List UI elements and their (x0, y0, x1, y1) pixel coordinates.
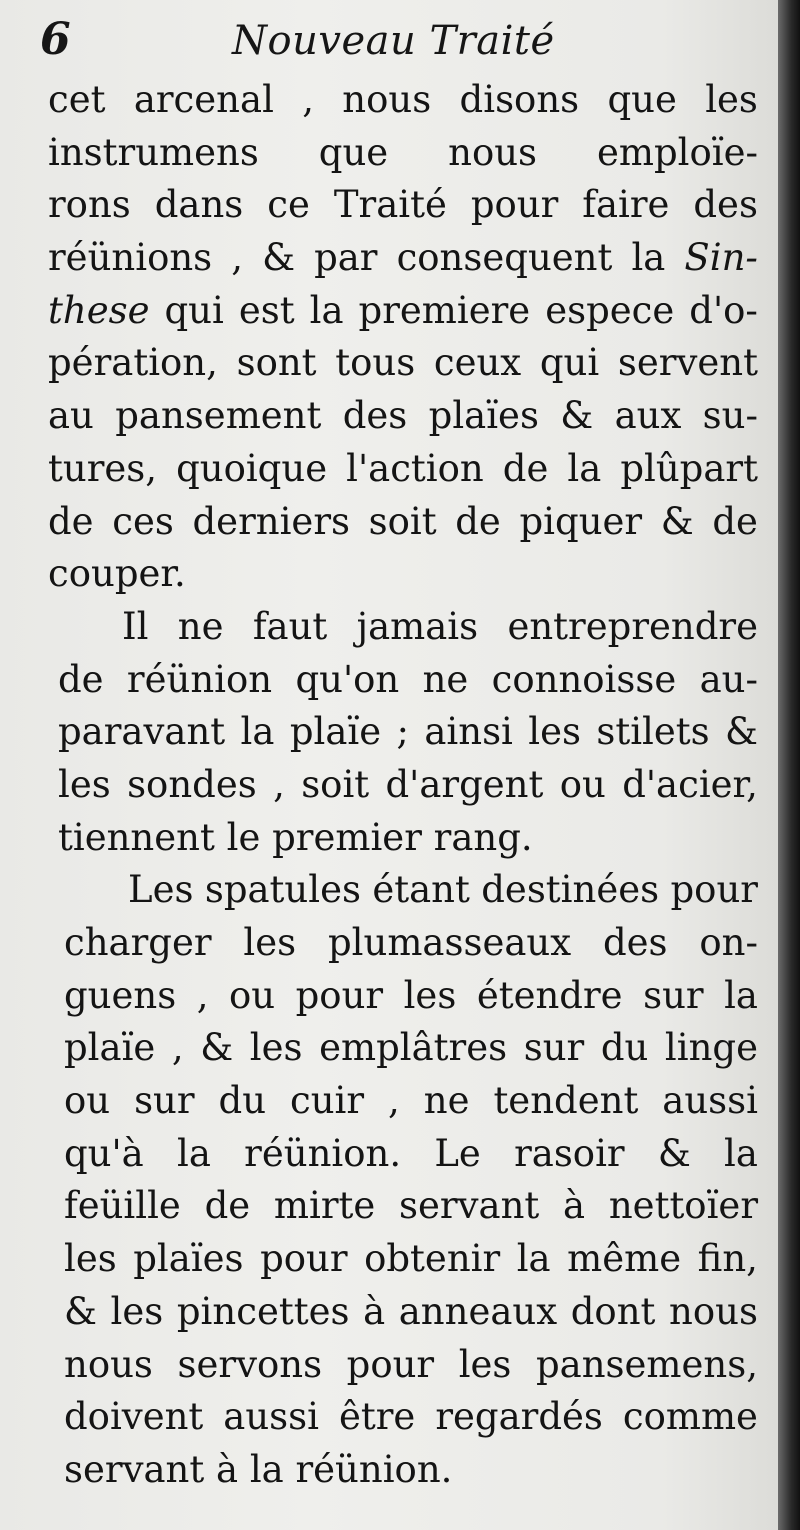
text-line: paravant la plaïe ; ainsi les stilets & (58, 710, 758, 754)
text-line: nous servons pour les pansemens, (64, 1342, 758, 1386)
page-number: 6 (40, 14, 71, 65)
text-line: instrumens que nous emploïe- (48, 130, 758, 174)
text-line: couper. (48, 552, 186, 596)
text-line: charger les plumasseaux des on- (64, 921, 758, 964)
text-line: au pansement des plaïes & aux su- (48, 394, 758, 438)
text-line: réünions , & par consequent la Sin- (48, 236, 758, 280)
paragraph-3 (64, 864, 758, 1496)
text-line: tiennent le premier rang. (58, 815, 533, 859)
body-text (48, 74, 758, 1497)
text-line: pération, sont tous ceux qui servent (48, 341, 758, 385)
text-line: servant à la réünion. (64, 1447, 453, 1491)
book-spine-shadow (778, 0, 800, 1530)
text-line: les sondes , soit d'argent ou d'acier, (58, 762, 758, 806)
text-line: cet arcenal , nous disons que les (48, 78, 758, 121)
running-title: Nouveau Traité (232, 18, 555, 64)
text-line: de ces derniers soit de piquer & de (48, 499, 758, 543)
text-line: guens , ou pour les étendre sur la (64, 973, 758, 1017)
text-line: les plaïes pour obtenir la même fin, (64, 1237, 758, 1281)
text-line: feüille de mirte servant à nettoïer (64, 1184, 758, 1228)
text-line: rons dans ce Traité pour faire des (48, 183, 758, 227)
text-line: Les spatules étant destinées pour (128, 868, 758, 912)
text-line: doivent aussi être regardés comme (64, 1395, 758, 1439)
paragraph-1 (48, 74, 758, 601)
text-line: these qui est la premiere espece d'o- (48, 288, 758, 332)
page-header (40, 14, 740, 74)
paragraph-2 (58, 601, 758, 864)
text-line: de réünion qu'on ne connoisse au- (58, 657, 758, 701)
text-line: & les pincettes à anneaux dont nous (64, 1289, 758, 1333)
text-line: tures, quoique l'action de la plûpart (48, 446, 758, 490)
text-line: Il ne faut jamais entreprendre (122, 604, 758, 648)
text-line: qu'à la réünion. Le rasoir & la (64, 1131, 758, 1175)
text-line: plaïe , & les emplâtres sur du linge (64, 1026, 758, 1070)
text-line: ou sur du cuir , ne tendent aussi (64, 1079, 758, 1123)
